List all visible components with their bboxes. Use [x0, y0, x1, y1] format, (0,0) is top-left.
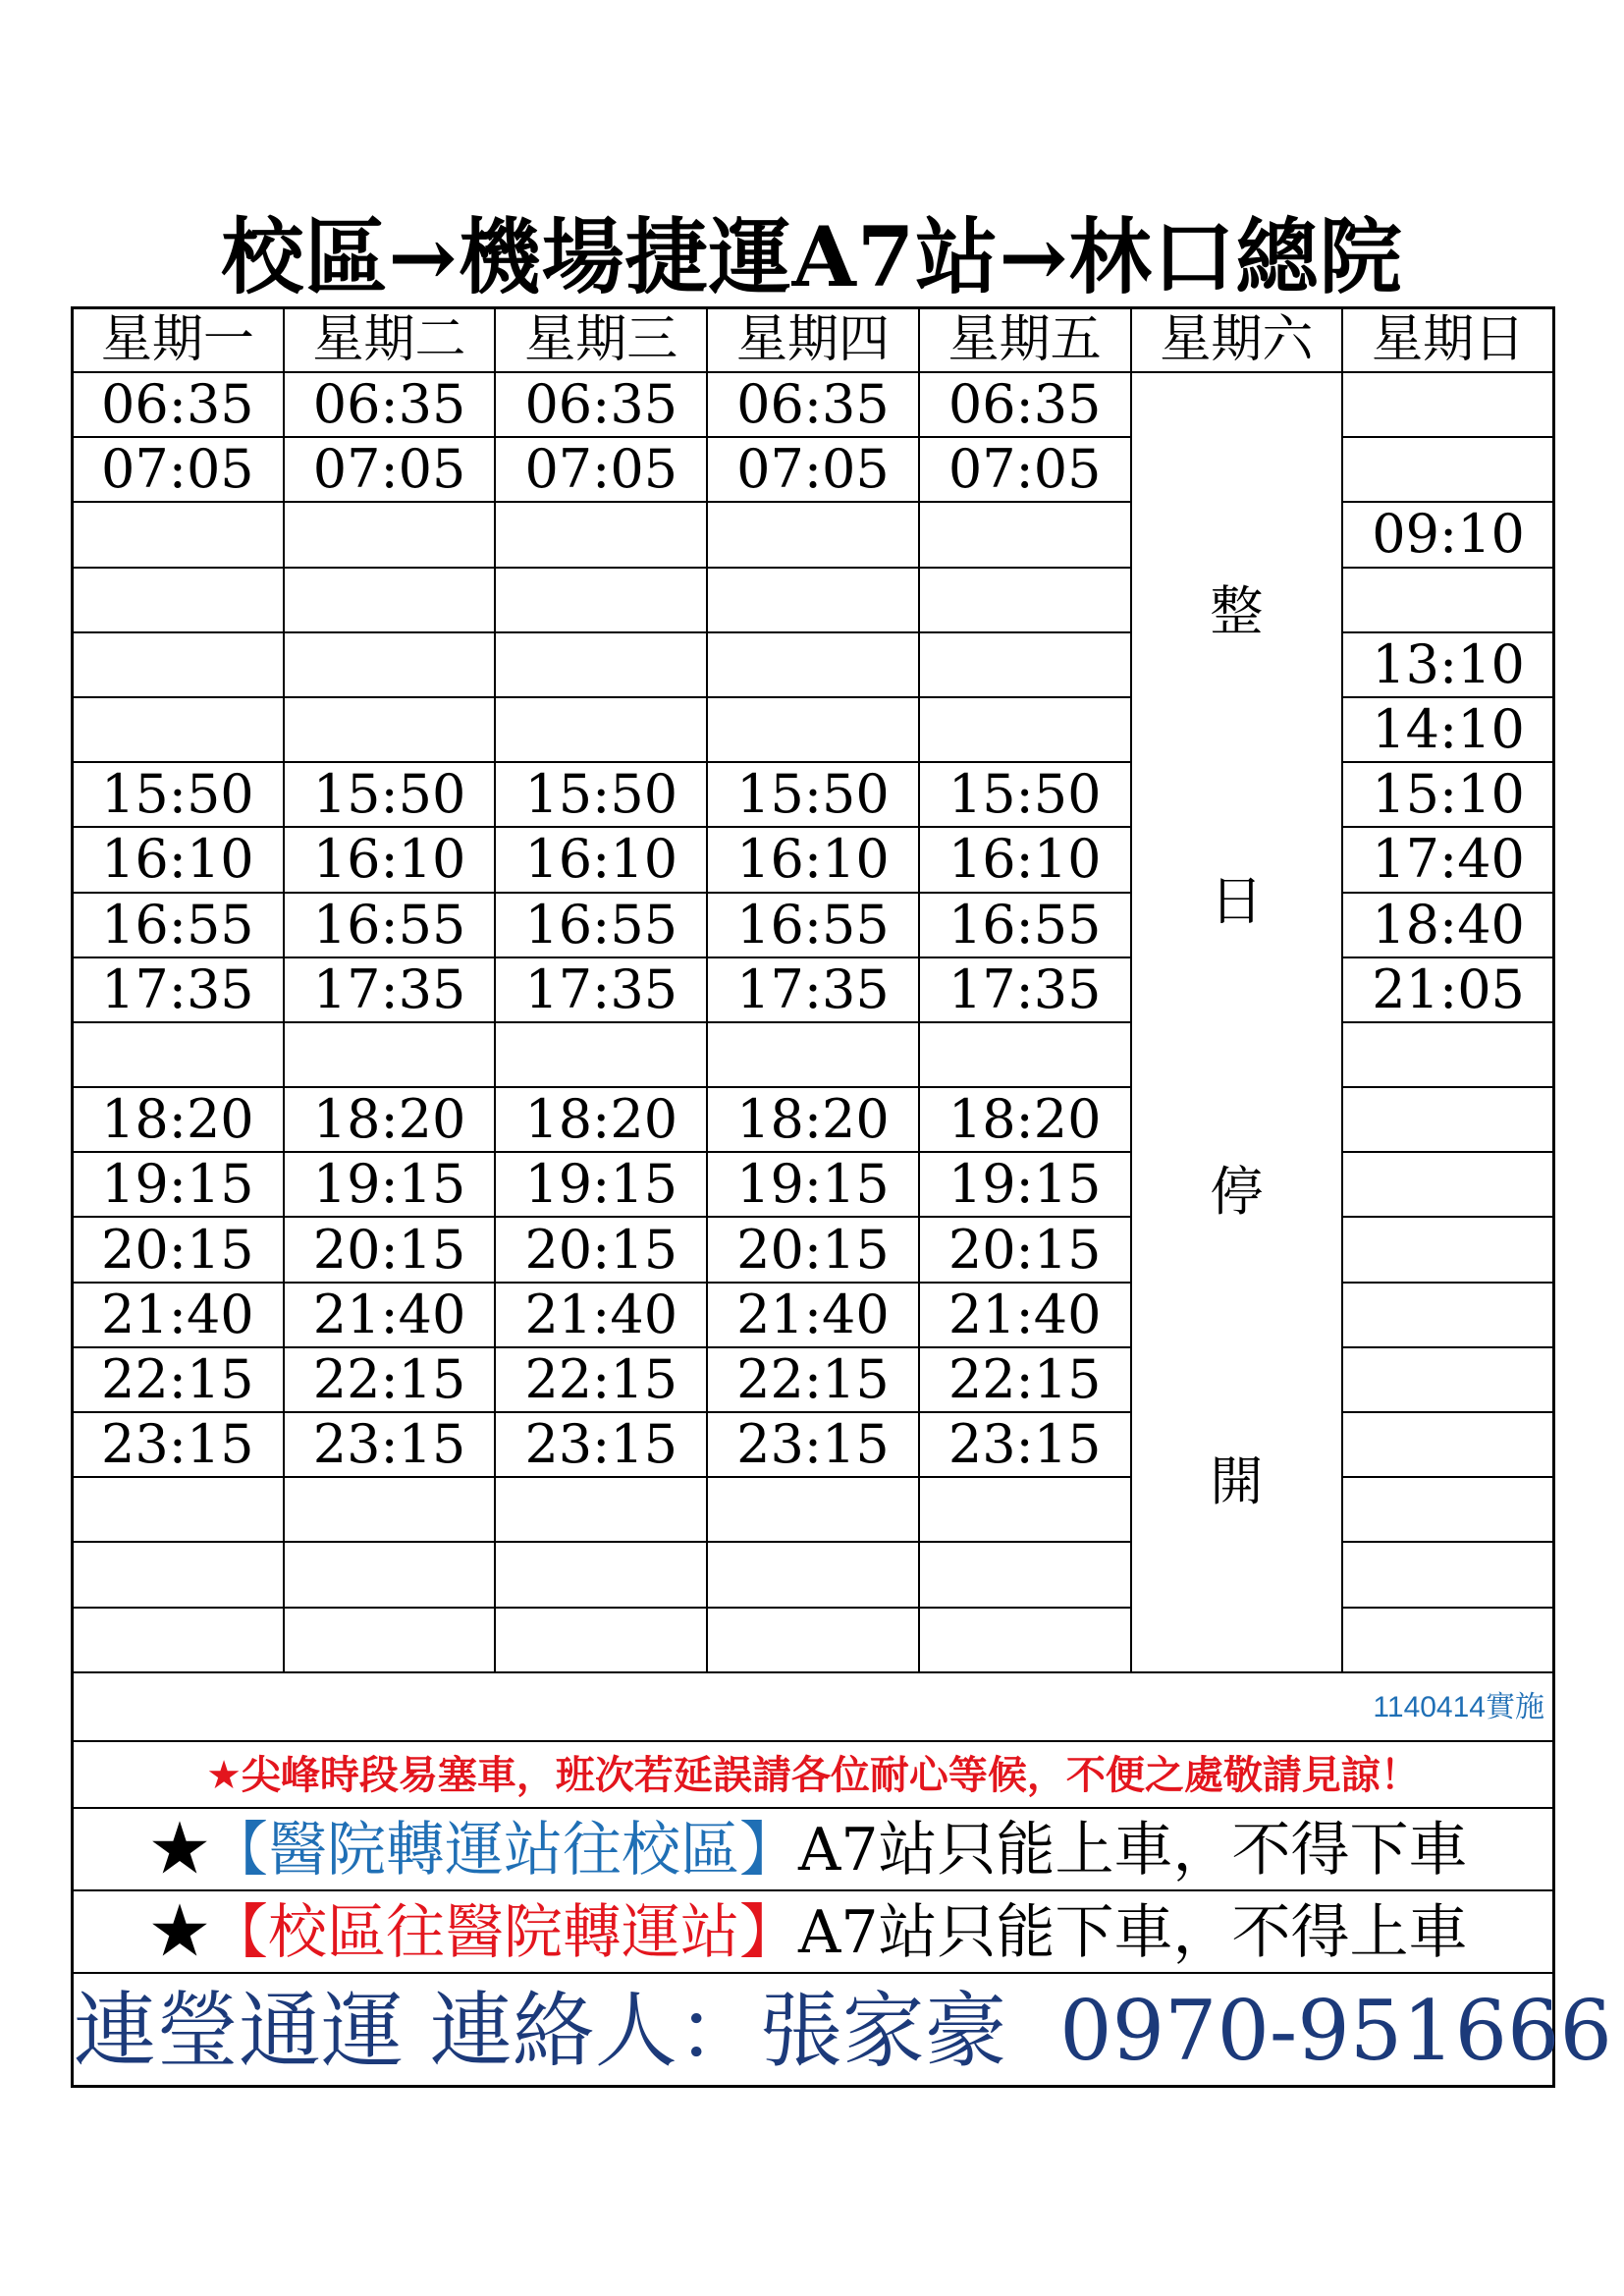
sunday-time-cell [1342, 437, 1554, 502]
sunday-time-cell [1342, 1217, 1554, 1282]
saturday-closed-char: 整 [1210, 580, 1264, 642]
departure-time-cell [495, 1022, 707, 1087]
departure-time-cell: 07:05 [72, 437, 284, 502]
sunday-time-cell [1342, 1283, 1554, 1347]
departure-time-cell [495, 697, 707, 762]
sunday-time-cell [1342, 1022, 1554, 1087]
departure-time-cell: 19:15 [495, 1152, 707, 1217]
departure-time-cell [707, 1477, 919, 1542]
sunday-time-cell [1342, 1347, 1554, 1412]
departure-time-cell [284, 1477, 496, 1542]
departure-time-cell: 18:20 [284, 1087, 496, 1152]
sunday-time-cell [1342, 1087, 1554, 1152]
departure-time-cell [919, 1542, 1131, 1607]
departure-time-cell: 16:10 [495, 827, 707, 892]
sunday-time-cell: 17:40 [1342, 827, 1554, 892]
departure-time-cell: 18:20 [495, 1087, 707, 1152]
contact-phone: 0970-951666 [1059, 1983, 1612, 2079]
departure-time-cell [72, 502, 284, 567]
sunday-time-cell [1342, 1412, 1554, 1477]
departure-time-cell: 15:50 [707, 762, 919, 827]
note-rule: A7站只能下車，不得上車 [798, 1898, 1468, 1967]
departure-time-cell: 20:15 [707, 1217, 919, 1282]
sunday-time-cell [1342, 568, 1554, 632]
saturday-closed-char: 停 [1210, 1160, 1264, 1223]
departure-time-cell: 07:05 [707, 437, 919, 502]
departure-time-cell: 17:35 [919, 957, 1131, 1022]
departure-time-cell [495, 1542, 707, 1607]
departure-time-cell: 06:35 [919, 372, 1131, 437]
departure-time-cell [495, 502, 707, 567]
departure-time-cell [495, 1608, 707, 1672]
departure-time-cell [919, 1608, 1131, 1672]
departure-time-cell: 16:10 [284, 827, 496, 892]
departure-time-cell [707, 502, 919, 567]
departure-time-cell: 21:40 [919, 1283, 1131, 1347]
effective-date: 1140414實施 [71, 1673, 1555, 1742]
page-title: 校區→機場捷運A7站→林口總院 [221, 208, 1403, 305]
departure-time-cell: 17:35 [284, 957, 496, 1022]
departure-time-cell: 23:15 [707, 1412, 919, 1477]
company-name: 連瑩通運 [74, 1983, 405, 2079]
star-icon: ★ [150, 1816, 209, 1885]
departure-time-cell: 17:35 [495, 957, 707, 1022]
departure-time-cell [707, 1608, 919, 1672]
sunday-time-cell [1342, 372, 1554, 437]
departure-time-cell [707, 568, 919, 632]
departure-time-cell: 20:15 [284, 1217, 496, 1282]
sunday-time-cell: 09:10 [1342, 502, 1554, 567]
note-rule: A7站只能上車，不得下車 [798, 1816, 1468, 1885]
departure-time-cell: 16:55 [919, 893, 1131, 957]
departure-time-cell [72, 632, 284, 697]
departure-time-cell [72, 1477, 284, 1542]
day-header-tue: 星期二 [284, 307, 496, 372]
departure-time-cell [495, 1477, 707, 1542]
departure-time-cell [707, 632, 919, 697]
departure-time-cell: 21:40 [72, 1283, 284, 1347]
saturday-closed-char: 開 [1210, 1449, 1264, 1512]
sunday-time-cell [1342, 1477, 1554, 1542]
departure-time-cell: 22:15 [495, 1347, 707, 1412]
departure-time-cell: 15:50 [919, 762, 1131, 827]
day-header-sat: 星期六 [1131, 307, 1343, 372]
departure-time-cell [919, 568, 1131, 632]
departure-time-cell: 17:35 [72, 957, 284, 1022]
departure-time-cell: 19:15 [919, 1152, 1131, 1217]
departure-time-cell: 21:40 [495, 1283, 707, 1347]
departure-time-cell [919, 1477, 1131, 1542]
departure-time-cell: 16:10 [707, 827, 919, 892]
departure-time-cell: 16:55 [72, 893, 284, 957]
day-header-row [72, 307, 1554, 372]
departure-time-cell: 16:10 [72, 827, 284, 892]
departure-time-cell: 18:20 [919, 1087, 1131, 1152]
departure-time-cell: 19:15 [707, 1152, 919, 1217]
congestion-warning: ★尖峰時段易塞車，班次若延誤請各位耐心等候，不便之處敬請見諒！ [71, 1742, 1555, 1809]
departure-time-cell: 06:35 [495, 372, 707, 437]
contact-info [71, 1974, 1612, 2088]
departure-time-cell [284, 1608, 496, 1672]
departure-time-cell [919, 502, 1131, 567]
departure-time-cell: 07:05 [284, 437, 496, 502]
departure-time-cell [72, 1022, 284, 1087]
departure-time-cell [284, 697, 496, 762]
departure-time-cell: 19:15 [72, 1152, 284, 1217]
star-icon: ★ [150, 1898, 209, 1967]
departure-time-cell: 21:40 [284, 1283, 496, 1347]
departure-time-cell [72, 1542, 284, 1607]
departure-time-cell: 22:15 [284, 1347, 496, 1412]
departure-time-cell [284, 632, 496, 697]
sunday-time-cell [1342, 1542, 1554, 1607]
departure-time-cell: 20:15 [495, 1217, 707, 1282]
departure-time-cell: 23:15 [495, 1412, 707, 1477]
departure-time-cell: 18:20 [707, 1087, 919, 1152]
departure-time-cell: 21:40 [707, 1283, 919, 1347]
departure-time-cell: 22:15 [707, 1347, 919, 1412]
sunday-time-cell: 21:05 [1342, 957, 1554, 1022]
departure-time-cell [919, 632, 1131, 697]
departure-time-cell: 20:15 [919, 1217, 1131, 1282]
departure-time-cell: 15:50 [284, 762, 496, 827]
boarding-note-to-campus [71, 1809, 1555, 1891]
departure-time-cell [72, 697, 284, 762]
note-route: 【校區往醫院轉運站】 [209, 1898, 798, 1967]
alighting-note-to-hospital [71, 1891, 1555, 1974]
departure-time-cell: 23:15 [919, 1412, 1131, 1477]
sunday-time-cell: 13:10 [1342, 632, 1554, 697]
departure-time-cell: 06:35 [284, 372, 496, 437]
departure-time-cell: 16:55 [495, 893, 707, 957]
departure-time-cell [284, 1022, 496, 1087]
saturday-closed-cell [1131, 372, 1343, 1672]
sunday-time-cell [1342, 1152, 1554, 1217]
day-header-thu: 星期四 [707, 307, 919, 372]
departure-time-cell: 15:50 [495, 762, 707, 827]
departure-time-cell: 23:15 [284, 1412, 496, 1477]
departure-time-cell: 16:55 [707, 893, 919, 957]
departure-time-cell: 18:20 [72, 1087, 284, 1152]
departure-time-cell: 06:35 [707, 372, 919, 437]
note-route: 【醫院轉運站往校區】 [209, 1816, 798, 1885]
departure-time-cell: 23:15 [72, 1412, 284, 1477]
departure-time-cell [707, 1542, 919, 1607]
sunday-time-cell: 15:10 [1342, 762, 1554, 827]
day-header-mon: 星期一 [72, 307, 284, 372]
contact-person: 連絡人：張家豪 [429, 1983, 1007, 2079]
departure-time-cell [72, 568, 284, 632]
day-header-fri: 星期五 [919, 307, 1131, 372]
departure-time-cell: 16:55 [284, 893, 496, 957]
departure-time-cell: 07:05 [495, 437, 707, 502]
departure-time-cell: 07:05 [919, 437, 1131, 502]
day-header-wed: 星期三 [495, 307, 707, 372]
departure-time-cell [707, 697, 919, 762]
departure-time-cell [919, 1022, 1131, 1087]
schedule-row [72, 372, 1554, 437]
departure-time-cell [495, 632, 707, 697]
departure-time-cell: 22:15 [919, 1347, 1131, 1412]
departure-time-cell: 19:15 [284, 1152, 496, 1217]
sunday-time-cell: 14:10 [1342, 697, 1554, 762]
departure-time-cell [495, 568, 707, 632]
departure-time-cell: 22:15 [72, 1347, 284, 1412]
departure-time-cell [284, 568, 496, 632]
departure-time-cell: 15:50 [72, 762, 284, 827]
schedule-table [71, 306, 1555, 1673]
departure-time-cell [707, 1022, 919, 1087]
sunday-time-cell [1342, 1608, 1554, 1672]
saturday-closed-char: 日 [1210, 870, 1264, 933]
departure-time-cell: 16:10 [919, 827, 1131, 892]
day-header-sun: 星期日 [1342, 307, 1554, 372]
sunday-time-cell: 18:40 [1342, 893, 1554, 957]
departure-time-cell [284, 1542, 496, 1607]
departure-time-cell: 20:15 [72, 1217, 284, 1282]
departure-time-cell: 17:35 [707, 957, 919, 1022]
departure-time-cell: 06:35 [72, 372, 284, 437]
departure-time-cell [284, 502, 496, 567]
departure-time-cell [72, 1608, 284, 1672]
departure-time-cell [919, 697, 1131, 762]
